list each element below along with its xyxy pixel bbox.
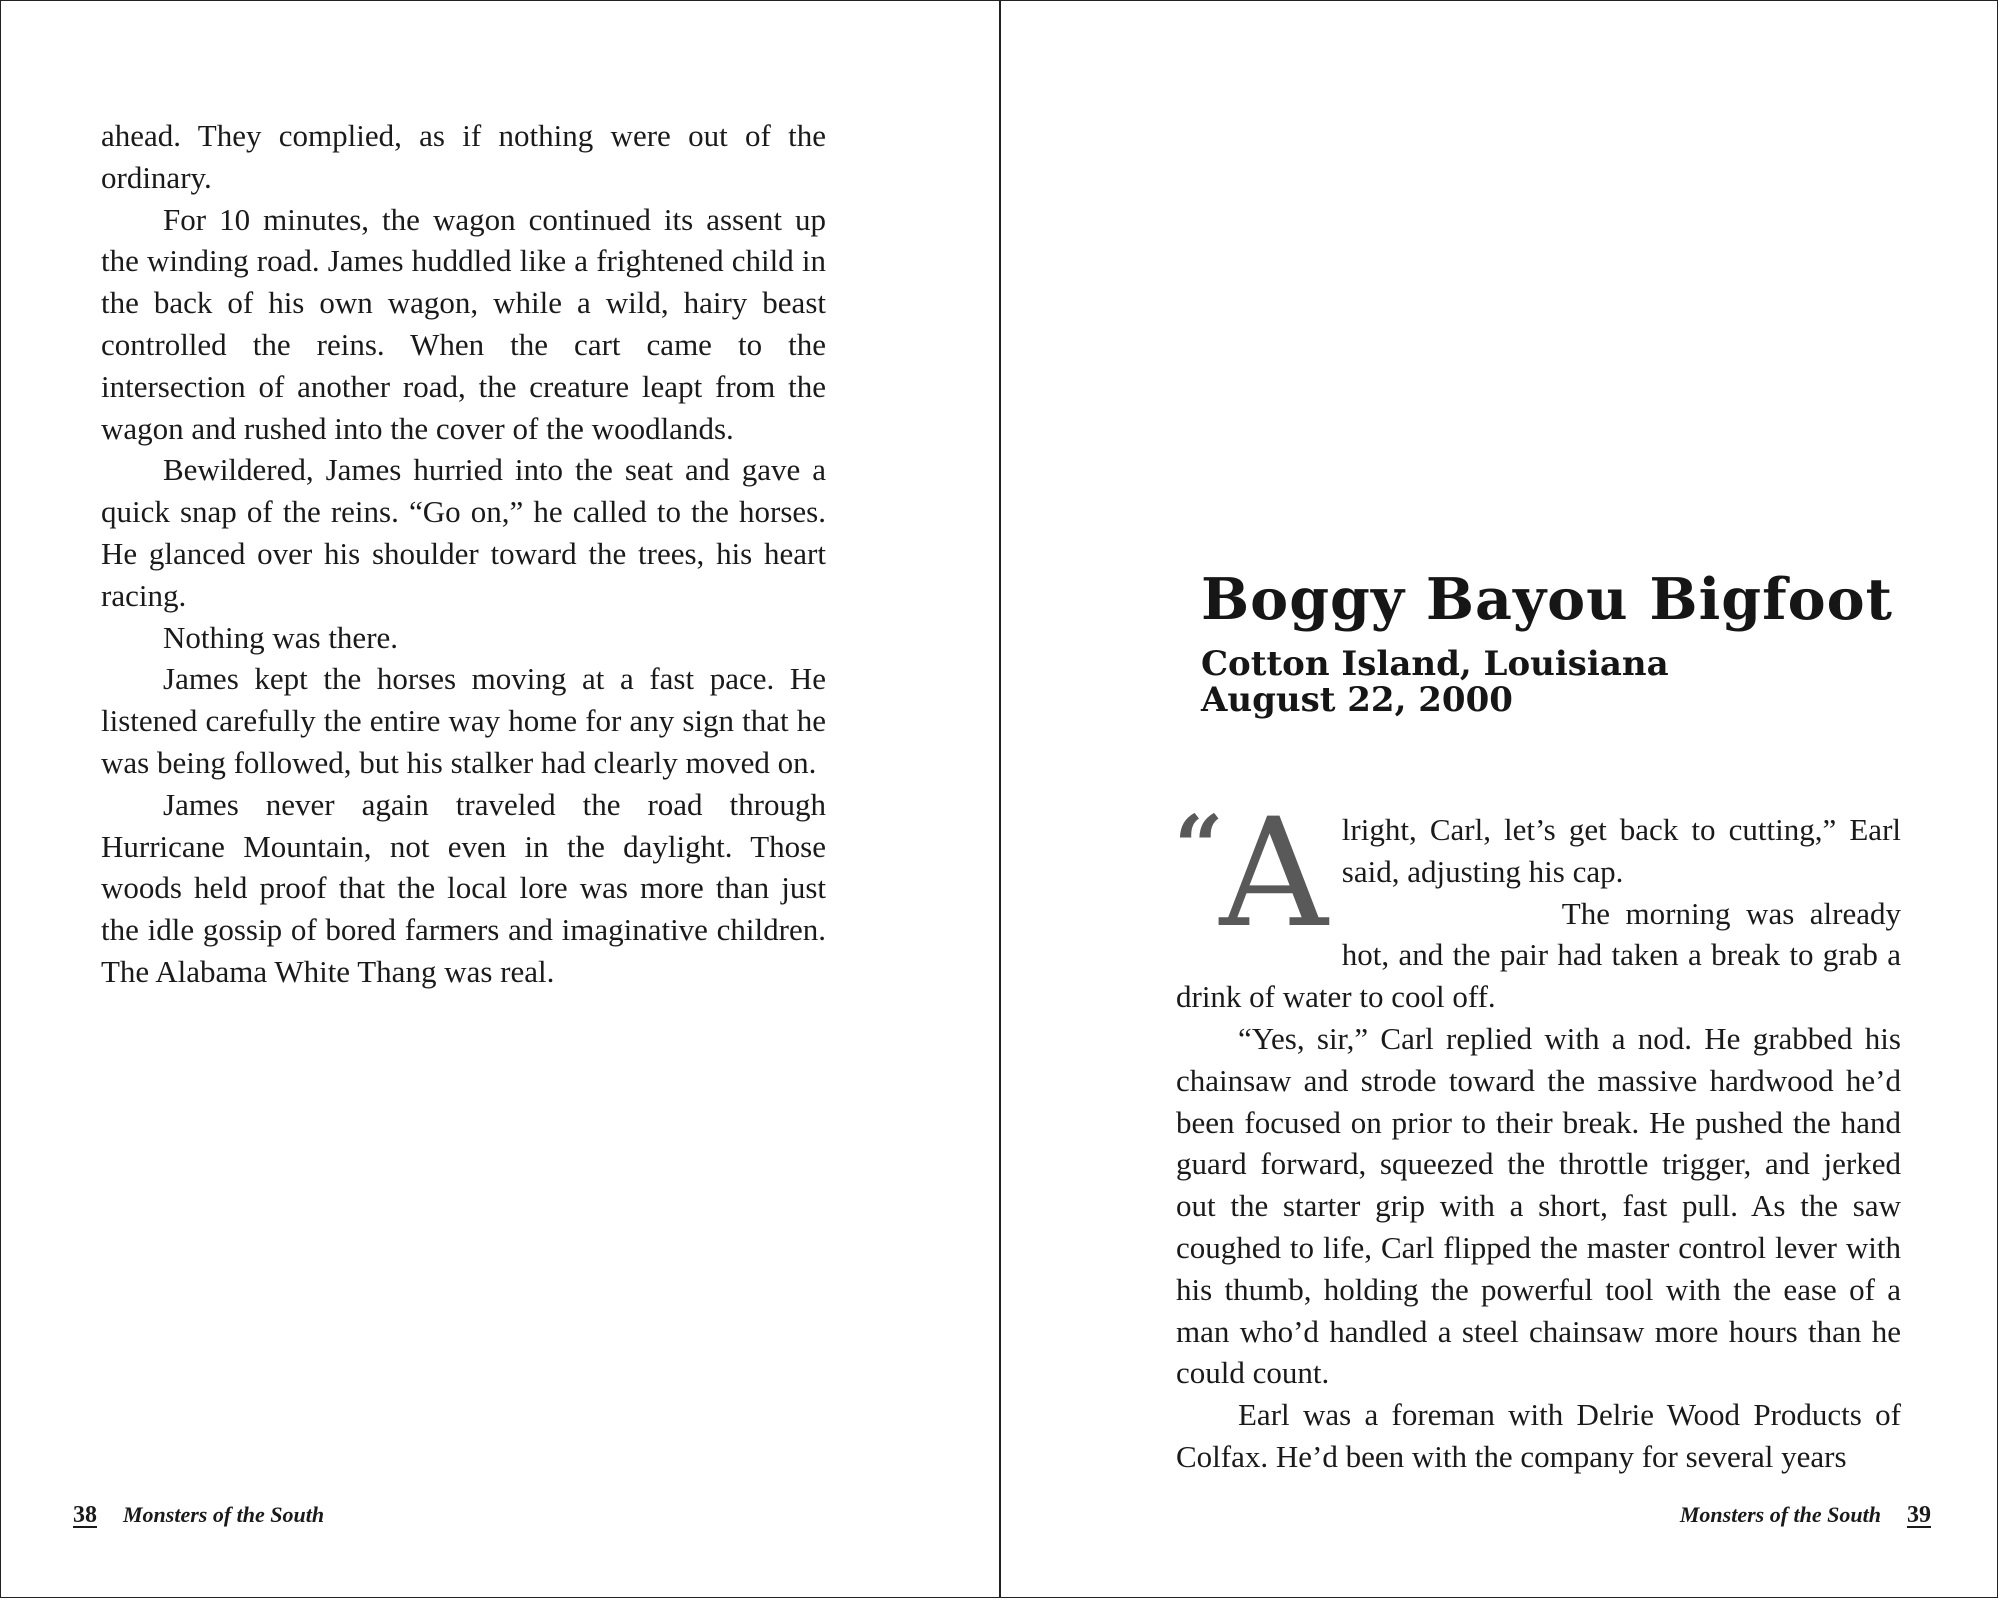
page-number: 39 <box>1907 1502 1931 1528</box>
paragraph: James never again traveled the road through Hurricane Mountain, not even in the daylight. Those woods held proof that the local lore was more than just the idle gossip of bored farmers and imaginative children. The Alabama White Thang was real. <box>101 786 826 989</box>
paragraph: ahead. They complied, as if nothing were out of the ordinary. <box>101 118 826 195</box>
running-head: Monsters of the South <box>123 1502 325 1527</box>
chapter-date: August 22, 2000 <box>1201 680 1513 720</box>
chapter-subtitle <box>1201 646 1669 718</box>
left-page-body <box>101 115 826 993</box>
drop-cap <box>1174 787 1328 961</box>
right-page-body <box>1174 787 1901 1478</box>
paragraph: Nothing was there. <box>163 619 399 655</box>
paragraph: Earl was a foreman with Delrie Wood Products of Colfax. He’d been with the company for several years <box>1176 1397 1901 1474</box>
right-page-footer <box>1680 1502 1931 1529</box>
paragraph: James kept the horses moving at a fast pace. He listened carefully the entire way home for any sign that he was being followed, but his stalker had clearly moved on. <box>101 661 826 780</box>
chapter-title: Boggy Bayou Bigfoot <box>1201 566 1893 633</box>
drop-quote-mark: “ <box>1174 797 1224 898</box>
paragraph: “Yes, sir,” Carl replied with a nod. He grabbed his chainsaw and strode toward the massive hardwood he’d been focused on prior to their break. He pushed the hand guard forward, squeezed the throttle trigger, and jerked out the starter grip with a short, fast pull. As the saw coughed to life, Carl flipped the master control lever with his thumb, holding the powerful tool with the ease of a man who’d handled a steel chainsaw more hours than he could count. <box>1176 1020 1901 1391</box>
drop-cap-letter: A <box>1219 787 1328 961</box>
running-head: Monsters of the South <box>1679 1502 1881 1527</box>
page-number: 38 <box>73 1502 97 1528</box>
left-page-footer <box>73 1502 324 1529</box>
right-page <box>1001 1 1999 1597</box>
paragraph: Bewildered, James hurried into the seat and gave a quick snap of the reins. “Go on,” he called to the horses. He glanced over his shoulder toward the trees, his heart racing. <box>101 452 826 613</box>
paragraph: For 10 minutes, the wagon continued its assent up the winding road. James huddled like a frightened child in the back of his own wagon, while a wild, hairy beast controlled the reins. When the cart came to the intersection of another road, the creature leapt from the wagon and rushed into the cover of the woodlands. <box>101 201 826 446</box>
left-page <box>1 1 999 1597</box>
chapter-location: Cotton Island, Louisiana <box>1201 644 1669 684</box>
paragraph: The morning was already hot, and the pair had taken a break to grab a drink of water to cool off. <box>1176 895 1901 1015</box>
opening-line: lright, Carl, let’s get back to cutting,” Earl said, adjusting his cap. <box>1341 812 1901 889</box>
